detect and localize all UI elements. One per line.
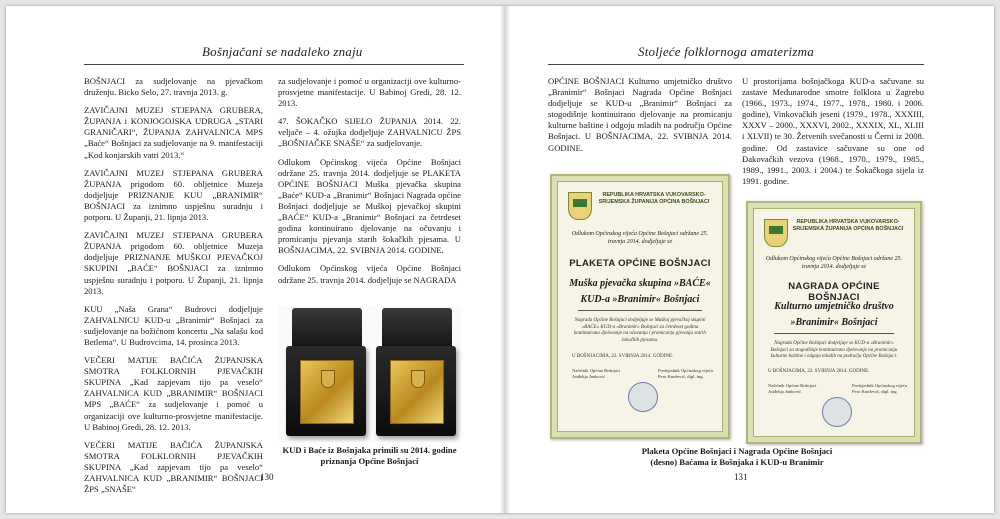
book-gutter xyxy=(500,6,510,513)
paragraph: ZAVIČAJNI MUZEJ STJEPANA GRUBERA ŽUPANJA prigodom 60. obljetnice Muzeja dodjeljuje PRIZNANJE MUŠKOJ PJEVAČKOJ SKUPINI „BAĆE“ BOŠNJACI za iznimno uspješnu suradnju i potporu. U Županji, 21. lipnja 2013. xyxy=(84,230,263,296)
cert-signatory-right: Predsjednik Općinskog vijeća Pero Knežević, dipl. ing. xyxy=(658,368,713,379)
official-seal-icon xyxy=(628,382,658,412)
right-column-2 xyxy=(742,76,924,187)
gold-plaque-right xyxy=(390,360,444,424)
cert-header: REPUBLIKA HRVATSKA VUKOVARSKO-SRIJEMSKA ŽUPANIJA OPĆINA BOŠNJACI xyxy=(598,192,710,205)
paragraph: KUU „Naša Grana“ Budrovci dodjeljuje ZAHVALNICU KUD-u „Branimir“ Bošnjaci za sudjelovanje na božićnom koncertu „Na salašu kod Betlema“. U Budrovcima, 14. prosinca 2013. xyxy=(84,303,263,347)
certificate-plaketa xyxy=(550,174,730,439)
cert-signatory-left: Načelnik Općine Bošnjaci Anđelija Janković xyxy=(768,383,817,394)
left-running-head: Bošnjačani se nadaleko znaju xyxy=(202,44,363,59)
left-header-rule xyxy=(84,64,464,65)
cert-place-date: U BOŠNJACIMA, 22. SVIBNJA 2014. GODINE. xyxy=(572,354,674,359)
cert-recipient-line1: Kulturno umjetničko društvo xyxy=(774,301,894,312)
official-seal-icon xyxy=(822,397,852,427)
book-spread xyxy=(6,6,994,513)
paragraph: za sudjelovanje i pomoć u organizaciji ove kulturno-prosvjetne manifestacije. U Babinoj Gredi, 28. 12. 2013. xyxy=(278,76,461,109)
page-number-right: 131 xyxy=(734,472,748,482)
cert-decision: Odlukom Općinskog vijeća Općine Bošnjaci održane 25. travnja 2014. dodjeljuje se xyxy=(765,256,903,270)
right-header-rule xyxy=(548,64,924,65)
page-number-left: 130 xyxy=(260,472,274,482)
right-column-1 xyxy=(548,76,732,154)
cert-signatory-right: Predsjednik Općinskog vijeća Pero Knežević, dipl. ing. xyxy=(852,383,907,394)
plaque-box-left xyxy=(286,346,366,436)
cert-title: NAGRADA OPĆINE BOŠNJACI xyxy=(788,281,880,303)
right-page xyxy=(510,6,994,513)
paragraph: OPĆINE BOŠNJACI Kulturno umjetničko društvo „Branimir“ Bošnjaci Nagrada Općine Bošnjaci dodjeljuje se KUD-u „Branimir“ Bošnjaci za stogodišnje kontinuirano djelovanje na promicanju kulturne baštine i odgoju mladih na području Općine Bošnjaci. U BOŠNJACIMA, 22. SVIBNJA 2014. GODINE. xyxy=(548,76,732,153)
cert-body: Nagrada Općine Bošnjaci dodjeljuje se Muškoj pjevačkoj skupini »BAĆE« KUD-a »Branimir« Bošnjaci za četrdeset godina kontinuirano djelovanje na očuvanju i promicanju pjevanja starih šokačkih pjesama. xyxy=(574,318,706,343)
paragraph: Odlukom Općinskog vijeća Općine Bošnjaci održane 25. travnja 2014. dodjeljuje se PLAKETA OPĆINE BOŠNJACI Muška pjevačka skupina „Baće“ KUD-a „Branimir“ Bošnjaci Nagrada općine Bošnjaci dodjeljuje se Muškoj pjevačkoj skupini „BAĆE“ KUD-a „Branimir“ Bošnjaci za četrdeset godina kontinuirano djelovanje na očuvanju i promicanju pjevanja starih šokačkih pjesama. U BOŠNJACIMA, 22. SVIBNJA 2014. GODINE. xyxy=(278,156,461,256)
cert-body: Nagrada Općine Bošnjaci dodjeljuje se KUD-u »Branimir« Bošnjaci za stogodišnje kontinuirano djelovanje na promicanju kulturne baštine i odgoju mladih na području Općine Bošnjaci. xyxy=(770,341,898,360)
cert-header: REPUBLIKA HRVATSKA VUKOVARSKO-SRIJEMSKA ŽUPANIJA OPĆINA BOŠNJACI xyxy=(792,219,904,232)
paragraph: ZAVIČAJNI MUZEJ STJEPANA GRUBERA, ŽUPANJA i KONJOGOJSKA UDRUGA „STARI GRANIČARI“, ŽUPANJA ZAHVALNICA MPS „Baće“ Bošnjaci za sudjelovanje na 9. manifestaciji „Kod konjarskih vatri 2013.“ xyxy=(84,105,263,160)
caption-line-2: (desno) Baćama iz Bošnjaka i KUD-u Branimir xyxy=(650,457,824,467)
right-photo-caption xyxy=(548,446,926,468)
left-column-1 xyxy=(84,76,263,495)
left-page xyxy=(6,6,500,513)
cert-recipient-line2: KUD-a »Branimir« Bošnjaci xyxy=(580,294,700,305)
paragraph: ZAVIČAJNI MUZEJ STJEPANA GRUBERA ŽUPANJA prigodom 60. obljetnice Muzeja dodjeljuje PRIZNANJE KUU „BRANIMIR“ BOŠNJACI za iznimno uspješnu suradnju i potporu. U Županji, 21. lipnja 2013. xyxy=(84,167,263,223)
cert-signatory-left: Načelnik Općine Bošnjaci Anđelija Janković xyxy=(572,368,621,379)
paragraph: VEČERI MATIJE BAČIĆA ŽUPANJSKA SMOTRA FOLKLORNIH PJEVAČKIH SKUPINA „Kad zapjevam tijo pa veselo“ ZAHVALNICA KUD „BRANIMIR“ BOŠNJACI ŽPS „SNAŠE“ xyxy=(84,439,263,495)
coat-of-arms-icon xyxy=(568,192,592,220)
paragraph: 47. ŠOKAČKO SIJELO ŽUPANJA 2014. 22. veljače – 4. ožujka dodjeljuje ZAHVALNICU ŽPS „BOŠNJAČKE SNAŠE“ za sudjelovanje. xyxy=(278,116,461,149)
plaque-box-right xyxy=(376,346,456,436)
cert-title: PLAKETA OPĆINE BOŠNJACI xyxy=(569,258,711,269)
gold-plaque-left xyxy=(300,360,354,424)
paragraph: Odlukom Općinskog vijeća Općine Bošnjaci održane 25. travnja 2014. dodjeljuje se NAGRADA xyxy=(278,263,461,285)
cert-decision: Odlukom Općinskog vijeća Općine Bošnjaci održane 25. travnja 2014. dodjeljuje se xyxy=(571,231,709,245)
paragraph: BOŠNJACI za sudjelovanje na pjevačkom druženju. Bicko Selo, 27. travnja 2013. g. xyxy=(84,76,263,98)
caption-line-1: Plaketa Općine Bošnjaci i Nagrada Općine Bošnjaci xyxy=(641,446,833,456)
cert-recipient-line1: Muška pjevačka skupina »BAĆE« xyxy=(569,278,711,289)
certificate-nagrada xyxy=(746,201,922,444)
cert-recipient-line2: »Branimir« Bošnjaci xyxy=(790,317,878,328)
coat-of-arms-icon xyxy=(764,219,788,247)
cert-place-date: U BOŠNJACIMA, 22. SVIBNJA 2014. GODINE. xyxy=(768,369,870,374)
left-photo-caption: KUD i Baće iz Bošnjaka primili su 2014. godine priznanja Općine Bošnjaci xyxy=(282,445,457,466)
left-column-2 xyxy=(278,76,461,286)
paragraph: VEČERI MATIJE BAČIĆA ŽUPANJSKA SMOTRA FOLKLORNIH PJEVAČKIH SKUPINA „Kad zapjevam tijo pa veselo“ ZAHVALNICA KUD „BRANIMIR“ BOŠNJACI MPS „BAĆE“ za sudjelovanje i pomoć u organizaciji ove kulturno-prosvjetne manifestacije. U Babinoj Gredi, 28. 12. 2013. xyxy=(84,355,263,432)
plaques-photo xyxy=(278,306,461,442)
paragraph: U prostorijama bošnjačkoga KUD-a sačuvane su zastave Međunarodne smotre folklora u Zagrebu (1966., 1973., 1974., 1977., 1978., 1980. i 2006. godine), Vinkovačkih jeseni (1979., 1978., XXXIII, XXXV – 2000., XXXVI, 2002., XXXIX, XL, XLIII i XLVII) te 30. Žetvenih svečanosti u Černi iz 2008. godine. Od zastavice sačuvane su one od Đakovačkih vezova (1968., 1970., 1979., 1985., 1989., 1991., 2003. i 2004.) te Šokačkoga sijela iz 1991. godine. xyxy=(742,76,924,186)
right-running-head: Stoljeće folklornoga amaterizma xyxy=(638,44,814,59)
